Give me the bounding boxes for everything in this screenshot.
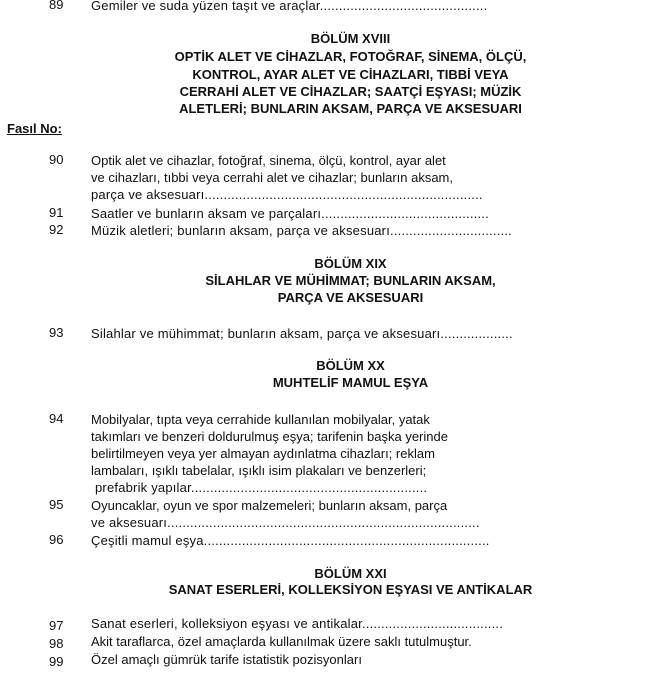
entry-text-98: Akit taraflarca, özel amaçlarda kullanılmak üzere saklı tutulmuştur. <box>91 634 472 649</box>
entry-text-91: Saatler ve bunların aksam ve parçaları............................................ <box>91 206 489 221</box>
entry-line-95: ve aksesuarı.................................................................................. <box>91 515 480 530</box>
entry-line-95: Oyuncaklar, oyun ve spor malzemeleri; bunların aksam, parça <box>91 498 448 513</box>
entry-line-90: Optik alet ve cihazlar, fotoğraf, sinema, ölçü, kontrol, ayar alet <box>91 153 446 168</box>
entry-number-91: 91 <box>49 205 64 220</box>
entry-number-90: 90 <box>49 152 64 167</box>
entry-text-99: Özel amaçlı gümrük tarife istatistik pozisyonları <box>91 652 362 667</box>
section-18-title-line: KONTROL, AYAR ALET VE CİHAZLARI, TIBBİ VEYA <box>192 67 509 82</box>
entry-text-89: Gemiler ve suda yüzen taşıt ve araçlar............................................ <box>91 0 488 13</box>
entry-line-94: Mobilyalar, tıpta veya cerrahide kullanılan mobilyalar, yatak <box>91 412 430 427</box>
section-18-title-line: ALETLERİ; BUNLARIN AKSAM, PARÇA VE AKSESUARI <box>179 101 522 116</box>
entry-line-94: takımları ve benzeri doldurulmuş eşya; tarifenin başka yerinde <box>91 429 448 444</box>
entry-number-92: 92 <box>49 222 64 237</box>
entry-line-94: prefabrik yapılar.............................................................. <box>95 480 428 495</box>
entry-number-95: 95 <box>49 497 64 512</box>
fasil-no-label: Fasıl No: <box>7 121 62 136</box>
section-18-title-line: OPTİK ALET VE CİHAZLAR, FOTOĞRAF, SİNEMA, ÖLÇÜ, <box>174 49 527 64</box>
entry-number-89: 89 <box>49 0 64 12</box>
section-20-heading: BÖLÜM XX <box>316 358 385 373</box>
entry-number-93: 93 <box>49 325 64 340</box>
section-18-title-line: CERRAHİ ALET VE CİHAZLAR; SAATÇİ EŞYASI; MÜZİK <box>179 84 522 99</box>
entry-text-93: Silahlar ve mühimmat; bunların aksam, parça ve aksesuarı................... <box>91 326 513 341</box>
entry-number-97: 97 <box>49 618 64 633</box>
section-21-title-line: SANAT ESERLERİ, KOLLEKSİYON EŞYASI VE ANTİKALAR <box>168 582 533 597</box>
section-19-title-line: SİLAHLAR VE MÜHİMMAT; BUNLARIN AKSAM, <box>205 273 496 288</box>
section-21-heading: BÖLÜM XXI <box>314 566 387 581</box>
section-19-title-line: PARÇA VE AKSESUARI <box>277 290 424 305</box>
section-20-title-line: MUHTELİF MAMUL EŞYA <box>272 375 429 390</box>
entry-number-94: 94 <box>49 411 64 426</box>
entry-text-92: Müzik aletleri; bunların aksam, parça ve aksesuarı................................ <box>91 223 512 238</box>
entry-line-90: ve cihazları, tıbbi veya cerrahi alet ve cihazlar; bunların aksam, <box>91 170 454 185</box>
entry-line-94: belirtilmeyen veya yer almayan aydınlatma cihazları; reklam <box>91 446 435 461</box>
entry-text-96: Çeşitli mamul eşya........................................................................... <box>91 533 490 548</box>
section-19-heading: BÖLÜM XIX <box>314 256 387 271</box>
entry-line-90: parça ve aksesuarı......................................................................... <box>91 187 483 202</box>
entry-text-97: Sanat eserleri, kolleksiyon eşyası ve antikalar..................................... <box>91 616 504 631</box>
entry-number-96: 96 <box>49 532 64 547</box>
section-18-heading: BÖLÜM XVIII <box>310 31 391 46</box>
entry-number-99: 99 <box>49 654 64 669</box>
entry-line-94: lambaları, ışıklı tabelalar, ışıklı isim plakaları ve benzerleri; <box>91 463 427 478</box>
entry-number-98: 98 <box>49 636 64 651</box>
